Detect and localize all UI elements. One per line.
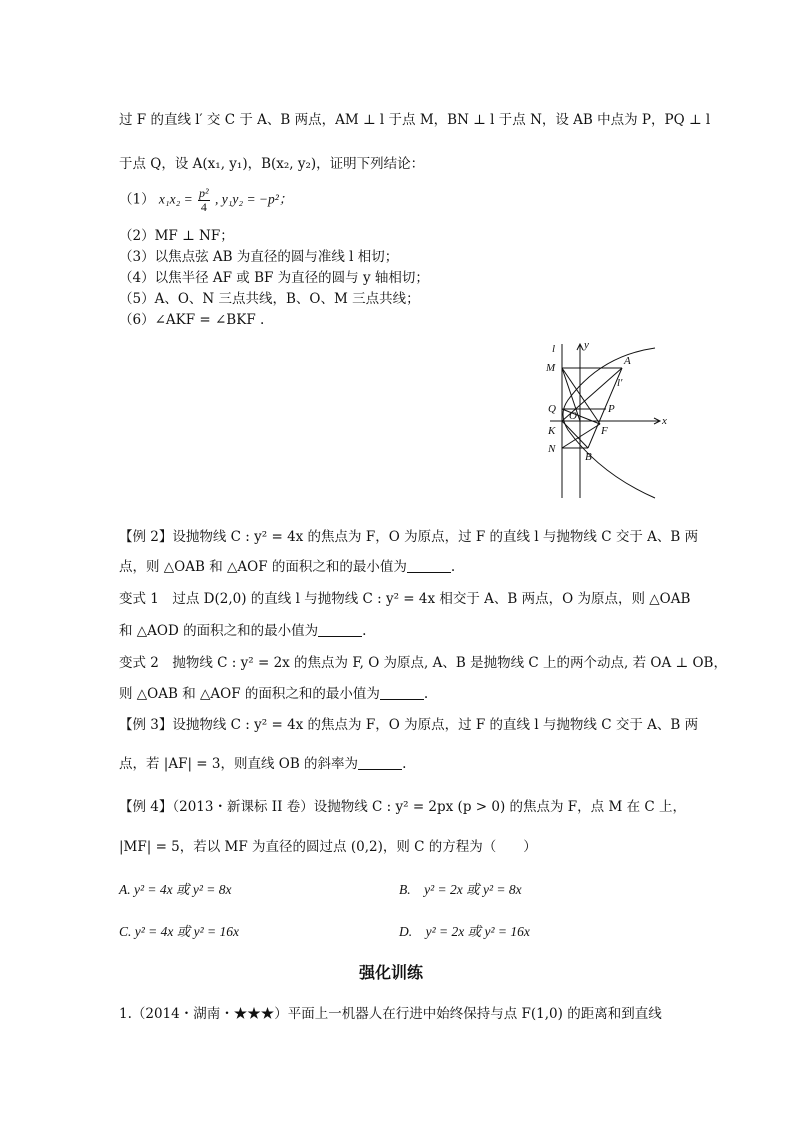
example-2-line-1: 【例 2】设抛物线 C : y² = 4x 的焦点为 F，O 为原点，过 F 的直线 l 与抛物线 C 交于 A、B 两: [119, 529, 699, 545]
label-l: l: [552, 343, 556, 355]
parabola-figure: [528, 338, 678, 500]
label-O: O: [569, 410, 577, 422]
label-B: B: [585, 451, 592, 463]
label-F: F: [601, 425, 608, 437]
label-x: x: [662, 415, 667, 427]
option-B: B. y² = 2x 或 y² = 8x: [399, 882, 522, 897]
answer-blank: [407, 560, 451, 573]
variant-1-text: 和 △AOD 的面积之和的最小值为: [119, 623, 319, 639]
conclusion-1-lhs: x₁x₂ =: [158, 191, 193, 207]
example-2-line-2: [119, 555, 455, 575]
answer-blank: [358, 757, 402, 770]
answer-blank: [380, 687, 424, 700]
conclusion-1-label: （1）: [119, 191, 155, 208]
period: .: [450, 559, 456, 575]
period: .: [423, 686, 429, 702]
conclusion-1: [119, 187, 292, 213]
period: .: [402, 756, 407, 772]
variant-1-line-1: 变式 1 过点 D(2,0) 的直线 l 与抛物线 C : y² = 4x 相交于 A、B 两点，O 为原点，则 △OAB: [119, 591, 691, 607]
example-4-line-2: |MF| = 5，若以 MF 为直径的圆过点 (0,2)，则 C 的方程为（ ）: [119, 839, 537, 855]
variant-2-line-1: 变式 2 抛物线 C : y² = 2x 的焦点为 F, O 为原点, A、B 是抛物线 C 上的两个动点, 若 OA ⊥ OB，: [119, 655, 727, 671]
answer-blank: [318, 624, 362, 637]
fraction-numerator: p²: [199, 186, 209, 200]
option-C: C. y² = 4x 或 y² = 16x: [119, 924, 240, 939]
label-K: K: [548, 425, 556, 437]
training-question-1: 1.（2014・湖南・★★★）平面上一机器人在行进中始终保持与点 F(1,0) 的距离和到直线: [119, 1006, 662, 1022]
option-D: D. y² = 2x 或 y² = 16x: [399, 924, 530, 939]
conclusion-1-rest: , y₁y₂ = −p²；: [214, 191, 293, 207]
label-y: y: [584, 339, 589, 351]
label-M: M: [546, 362, 556, 374]
conclusion-4: （4）以焦半径 AF 或 BF 为直径的圆与 y 轴相切；: [119, 270, 429, 286]
example-3-text: 点，若 |AF| = 3，则直线 OB 的斜率为: [119, 756, 359, 772]
section-title: 强化训练: [359, 963, 424, 982]
label-A: A: [624, 355, 631, 367]
label-P: P: [608, 403, 615, 415]
conclusion-6: （6）∠AKF = ∠BKF .: [119, 312, 265, 328]
period: .: [362, 623, 367, 639]
variant-2-line-2: [119, 682, 428, 702]
variant-1-line-2: [119, 619, 366, 639]
parabola-curve: [563, 348, 655, 498]
conclusion-2: （2）MF ⊥ NF；: [119, 228, 234, 244]
variant-2-text: 则 △OAB 和 △AOF 的面积之和的最小值为: [119, 686, 380, 702]
label-l-prime: l′: [617, 377, 623, 389]
label-Q: Q: [548, 403, 556, 415]
option-A: A. y² = 4x 或 y² = 8x: [119, 882, 232, 897]
label-N: N: [548, 443, 556, 455]
example-3-line-1: 【例 3】设抛物线 C : y² = 4x 的焦点为 F，O 为原点，过 F 的直线 l 与抛物线 C 交于 A、B 两: [119, 717, 699, 733]
conclusion-5: （5）A、O、N 三点共线，B、O、M 三点共线；: [119, 291, 420, 307]
example-4-line-1: 【例 4】（2013・新课标 II 卷）设抛物线 C : y² = 2px (p > 0) 的焦点为 F，点 M 在 C 上，: [119, 799, 686, 815]
conclusion-3: （3）以焦点弦 AB 为直径的圆与准线 l 相切；: [119, 249, 399, 265]
example-3-line-2: [119, 752, 406, 772]
intro-line-2: 于点 Q，设 A(x₁, y₁)，B(x₂, y₂)，证明下列结论：: [119, 156, 425, 172]
conclusion-1-fraction: [198, 187, 210, 213]
fraction-denominator: 4: [200, 199, 207, 214]
example-2-text: 点，则 △OAB 和 △AOF 的面积之和的最小值为: [119, 559, 407, 575]
intro-line-1: 过 F 的直线 l′ 交 C 于 A、B 两点，AM ⊥ l 于点 M，BN ⊥ l 于点 N，设 AB 中点为 P，PQ ⊥ l: [119, 112, 711, 128]
